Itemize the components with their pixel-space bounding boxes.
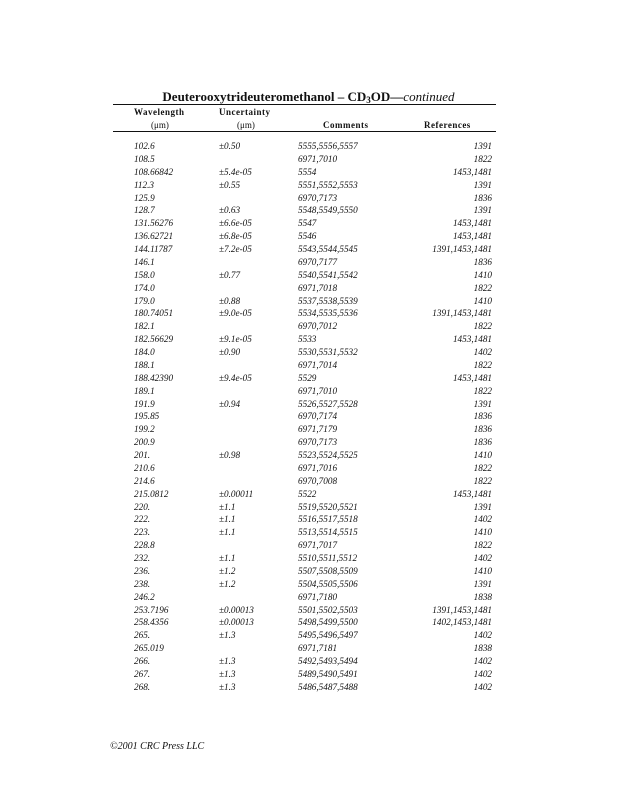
references-cell: 1402 xyxy=(473,681,492,692)
wavelength-cell: 146.1 xyxy=(134,256,155,267)
uncertainty-cell: ±0.77 xyxy=(219,269,241,280)
wavelength-cell: 195.85 xyxy=(134,411,160,422)
references-cell: 1822 xyxy=(473,475,492,486)
wavelength-cell: 131.56276 xyxy=(134,218,174,229)
uncertainty-cell: ±1.1 xyxy=(219,501,236,512)
wavelength-cell: 215.0812 xyxy=(134,488,169,499)
uncertainty-cell: ±0.98 xyxy=(219,450,241,460)
table-row xyxy=(0,629,617,642)
header-wavelength-unit: (μm) xyxy=(151,120,169,130)
comments-cell: 6971,7016 xyxy=(298,462,338,473)
references-cell: 1402 xyxy=(473,514,492,525)
comments-cell: 5495,5496,5497 xyxy=(298,630,358,641)
comments-cell: 5547 xyxy=(298,218,317,229)
comments-cell: 6971,7010 xyxy=(298,153,338,164)
table-title-continued: continued xyxy=(403,89,455,104)
comments-cell: 6970,7174 xyxy=(298,411,338,422)
wavelength-cell: 200.9 xyxy=(134,437,155,448)
references-cell: 1402 xyxy=(473,656,492,666)
uncertainty-cell: ±0.94 xyxy=(219,398,241,409)
comments-cell: 5489,5490,5491 xyxy=(298,668,358,679)
references-cell: 1391,1453,1481 xyxy=(432,308,492,319)
references-cell: 1836 xyxy=(473,424,492,435)
comments-cell: 5529 xyxy=(298,372,317,383)
uncertainty-cell: ±5.4e-05 xyxy=(219,166,252,177)
comments-cell: 5546 xyxy=(298,231,317,242)
wavelength-cell: 228.8 xyxy=(134,540,155,551)
references-cell: 1838 xyxy=(473,643,492,654)
wavelength-cell: 158.0 xyxy=(134,269,155,280)
table-title xyxy=(0,89,617,105)
references-cell: 1410 xyxy=(473,295,492,306)
table-row xyxy=(0,616,617,629)
references-cell: 1391,1453,1481 xyxy=(432,244,492,254)
wavelength-cell: 258.4356 xyxy=(134,617,169,628)
table-row xyxy=(0,462,617,475)
references-cell: 1836 xyxy=(473,192,492,203)
wavelength-cell: 112.3 xyxy=(134,179,154,190)
comments-cell: 5554 xyxy=(298,166,317,177)
wavelength-cell: 182.56629 xyxy=(134,334,174,345)
comments-cell: 5551,5552,5553 xyxy=(298,179,358,190)
wavelength-cell: 232. xyxy=(134,553,151,563)
comments-cell: 5530,5531,5532 xyxy=(298,347,358,357)
table-row xyxy=(0,230,617,243)
uncertainty-cell: ±1.1 xyxy=(219,514,236,525)
header-bottom-rule xyxy=(113,131,496,132)
comments-cell: 5555,5556,5557 xyxy=(298,141,358,151)
comments-cell: 5501,5502,5503 xyxy=(298,604,358,615)
comments-cell: 6970,7008 xyxy=(298,475,338,486)
references-cell: 1836 xyxy=(473,256,492,267)
uncertainty-cell: ±1.1 xyxy=(219,527,236,538)
table-row xyxy=(0,153,617,166)
references-cell: 1402 xyxy=(473,347,492,357)
references-cell: 1391 xyxy=(473,141,492,151)
table-row xyxy=(0,449,617,462)
uncertainty-cell: ±6.8e-05 xyxy=(219,231,252,242)
uncertainty-cell: ±0.55 xyxy=(219,179,241,190)
references-cell: 1391 xyxy=(473,398,492,409)
wavelength-cell: 182.1 xyxy=(134,321,155,332)
comments-cell: 6971,7018 xyxy=(298,282,338,293)
uncertainty-cell: ±9.1e-05 xyxy=(219,334,252,345)
comments-cell: 6971,7179 xyxy=(298,424,338,435)
table-row xyxy=(0,372,617,385)
table-row xyxy=(0,681,617,694)
table-row xyxy=(0,204,617,217)
header-wavelength: Wavelength xyxy=(134,107,185,117)
wavelength-cell: 188.42390 xyxy=(134,372,174,383)
table-row xyxy=(0,359,617,372)
comments-cell: 5533 xyxy=(298,334,317,345)
comments-cell: 5486,5487,5488 xyxy=(298,681,358,692)
table-row xyxy=(0,642,617,655)
wavelength-cell: 268. xyxy=(134,681,151,692)
wavelength-cell: 180.74051 xyxy=(134,308,174,319)
uncertainty-cell: ±1.2 xyxy=(219,565,236,576)
uncertainty-cell: ±1.3 xyxy=(219,656,236,666)
header-references: References xyxy=(424,120,471,130)
comments-cell: 5522 xyxy=(298,488,317,499)
comments-cell: 6971,7181 xyxy=(298,643,338,654)
wavelength-cell: 199.2 xyxy=(134,424,155,435)
table-row xyxy=(0,655,617,668)
comments-cell: 5492,5493,5494 xyxy=(298,656,358,666)
table-row xyxy=(0,269,617,282)
comments-cell: 5526,5527,5528 xyxy=(298,398,358,409)
comments-cell: 5540,5541,5542 xyxy=(298,269,358,280)
references-cell: 1410 xyxy=(473,450,492,460)
comments-cell: 5519,5520,5521 xyxy=(298,501,358,512)
uncertainty-cell: ±1.3 xyxy=(219,681,236,692)
wavelength-cell: 210.6 xyxy=(134,462,155,473)
table-title-after: OD— xyxy=(370,89,404,104)
table-row xyxy=(0,192,617,205)
comments-cell: 6970,7177 xyxy=(298,256,338,267)
table-row xyxy=(0,552,617,565)
table-row xyxy=(0,217,617,230)
wavelength-cell: 223. xyxy=(134,527,151,538)
references-cell: 1838 xyxy=(473,591,492,602)
table-row xyxy=(0,501,617,514)
table-row xyxy=(0,668,617,681)
comments-cell: 6970,7173 xyxy=(298,437,338,448)
references-cell: 1453,1481 xyxy=(452,166,492,177)
comments-cell: 5498,5499,5500 xyxy=(298,617,358,628)
wavelength-cell: 174.0 xyxy=(134,282,155,293)
table-row xyxy=(0,282,617,295)
header-uncertainty: Uncertainty xyxy=(219,107,271,117)
table-row xyxy=(0,423,617,436)
references-cell: 1822 xyxy=(473,359,492,370)
table-row xyxy=(0,513,617,526)
wavelength-cell: 220. xyxy=(134,501,151,512)
references-cell: 1453,1481 xyxy=(452,231,492,242)
uncertainty-cell: ±9.0e-05 xyxy=(219,308,252,319)
references-cell: 1836 xyxy=(473,437,492,448)
wavelength-cell: 266. xyxy=(134,656,151,666)
data-table-body xyxy=(0,140,617,694)
references-cell: 1410 xyxy=(473,269,492,280)
references-cell: 1836 xyxy=(473,411,492,422)
references-cell: 1391 xyxy=(473,501,492,512)
comments-cell: 5543,5544,5545 xyxy=(298,244,358,254)
table-row xyxy=(0,475,617,488)
wavelength-cell: 222. xyxy=(134,514,151,525)
references-cell: 1391 xyxy=(473,179,492,190)
uncertainty-cell: ±9.4e-05 xyxy=(219,372,252,383)
references-cell: 1391 xyxy=(473,578,492,589)
comments-cell: 6971,7180 xyxy=(298,591,338,602)
wavelength-cell: 238. xyxy=(134,578,151,589)
references-cell: 1822 xyxy=(473,282,492,293)
wavelength-cell: 108.5 xyxy=(134,153,155,164)
wavelength-cell: 136.62721 xyxy=(134,231,174,242)
comments-cell: 6970,7012 xyxy=(298,321,338,332)
table-row xyxy=(0,578,617,591)
wavelength-cell: 144.11787 xyxy=(134,244,173,254)
references-cell: 1402 xyxy=(473,630,492,641)
table-row xyxy=(0,333,617,346)
comments-cell: 5534,5535,5536 xyxy=(298,308,358,319)
table-row xyxy=(0,488,617,501)
uncertainty-cell: ±0.88 xyxy=(219,295,241,306)
wavelength-cell: 128.7 xyxy=(134,205,155,216)
table-row xyxy=(0,256,617,269)
uncertainty-cell: ±7.2e-05 xyxy=(219,244,252,254)
table-row xyxy=(0,526,617,539)
wavelength-cell: 189.1 xyxy=(134,385,155,396)
uncertainty-cell: ±1.3 xyxy=(219,630,236,641)
wavelength-cell: 253.7196 xyxy=(134,604,169,615)
header-comments: Comments xyxy=(323,120,369,130)
wavelength-cell: 102.6 xyxy=(134,141,155,151)
references-cell: 1453,1481 xyxy=(452,488,492,499)
table-row xyxy=(0,604,617,617)
comments-cell: 5516,5517,5518 xyxy=(298,514,358,525)
table-row xyxy=(0,307,617,320)
references-cell: 1822 xyxy=(473,385,492,396)
copyright-footer: ©2001 CRC Press LLC xyxy=(110,741,205,752)
wavelength-cell: 188.1 xyxy=(134,359,155,370)
table-row xyxy=(0,410,617,423)
table-row xyxy=(0,179,617,192)
wavelength-cell: 201. xyxy=(134,450,151,460)
references-cell: 1402 xyxy=(473,668,492,679)
references-cell: 1453,1481 xyxy=(452,218,492,229)
table-row xyxy=(0,320,617,333)
table-row xyxy=(0,295,617,308)
table-row xyxy=(0,591,617,604)
references-cell: 1402 xyxy=(473,553,492,563)
wavelength-cell: 265. xyxy=(134,630,151,641)
wavelength-cell: 191.9 xyxy=(134,398,155,409)
references-cell: 1453,1481 xyxy=(452,334,492,345)
comments-cell: 6970,7173 xyxy=(298,192,338,203)
references-cell: 1391,1453,1481 xyxy=(432,604,492,615)
table-row xyxy=(0,436,617,449)
wavelength-cell: 184.0 xyxy=(134,347,155,357)
references-cell: 1402,1453,1481 xyxy=(432,617,492,628)
table-row xyxy=(0,346,617,359)
table-row xyxy=(0,243,617,256)
table-row xyxy=(0,398,617,411)
header-uncertainty-unit: (μm) xyxy=(237,120,255,130)
uncertainty-cell: ±0.90 xyxy=(219,347,241,357)
table-row xyxy=(0,140,617,153)
wavelength-cell: 267. xyxy=(134,668,151,679)
comments-cell: 5507,5508,5509 xyxy=(298,565,358,576)
uncertainty-cell: ±1.3 xyxy=(219,668,236,679)
wavelength-cell: 236. xyxy=(134,565,151,576)
uncertainty-cell: ±0.00013 xyxy=(219,604,254,615)
uncertainty-cell: ±1.2 xyxy=(219,578,236,589)
wavelength-cell: 108.66842 xyxy=(134,166,174,177)
table-row xyxy=(0,539,617,552)
references-cell: 1391 xyxy=(473,205,492,216)
comments-cell: 5537,5538,5539 xyxy=(298,295,358,306)
comments-cell: 5504,5505,5506 xyxy=(298,578,358,589)
uncertainty-cell: ±0.00013 xyxy=(219,617,254,628)
uncertainty-cell: ±0.63 xyxy=(219,205,241,216)
uncertainty-cell: ±1.1 xyxy=(219,553,236,563)
references-cell: 1822 xyxy=(473,540,492,551)
references-cell: 1410 xyxy=(473,565,492,576)
wavelength-cell: 179.0 xyxy=(134,295,155,306)
wavelength-cell: 265.019 xyxy=(134,643,164,654)
wavelength-cell: 246.2 xyxy=(134,591,155,602)
comments-cell: 6971,7010 xyxy=(298,385,338,396)
references-cell: 1453,1481 xyxy=(452,372,492,383)
table-row xyxy=(0,565,617,578)
comments-cell: 6971,7017 xyxy=(298,540,338,551)
comments-cell: 5510,5511,5512 xyxy=(298,553,358,563)
wavelength-cell: 125.9 xyxy=(134,192,155,203)
uncertainty-cell: ±0.50 xyxy=(219,141,241,151)
header-top-rule xyxy=(113,104,496,105)
comments-cell: 5513,5514,5515 xyxy=(298,527,358,538)
references-cell: 1410 xyxy=(473,527,492,538)
references-cell: 1822 xyxy=(473,321,492,332)
comments-cell: 6971,7014 xyxy=(298,359,338,370)
references-cell: 1822 xyxy=(473,462,492,473)
comments-cell: 5548,5549,5550 xyxy=(298,205,358,216)
table-title-main: Deuterooxytrideuteromethanol – CD xyxy=(162,89,367,104)
uncertainty-cell: ±0.00011 xyxy=(219,488,254,499)
table-title-subscript: 3 xyxy=(366,95,371,105)
comments-cell: 5523,5524,5525 xyxy=(298,450,358,460)
references-cell: 1822 xyxy=(473,153,492,164)
wavelength-cell: 214.6 xyxy=(134,475,155,486)
table-row xyxy=(0,385,617,398)
table-row xyxy=(0,166,617,179)
uncertainty-cell: ±6.6e-05 xyxy=(219,218,252,229)
